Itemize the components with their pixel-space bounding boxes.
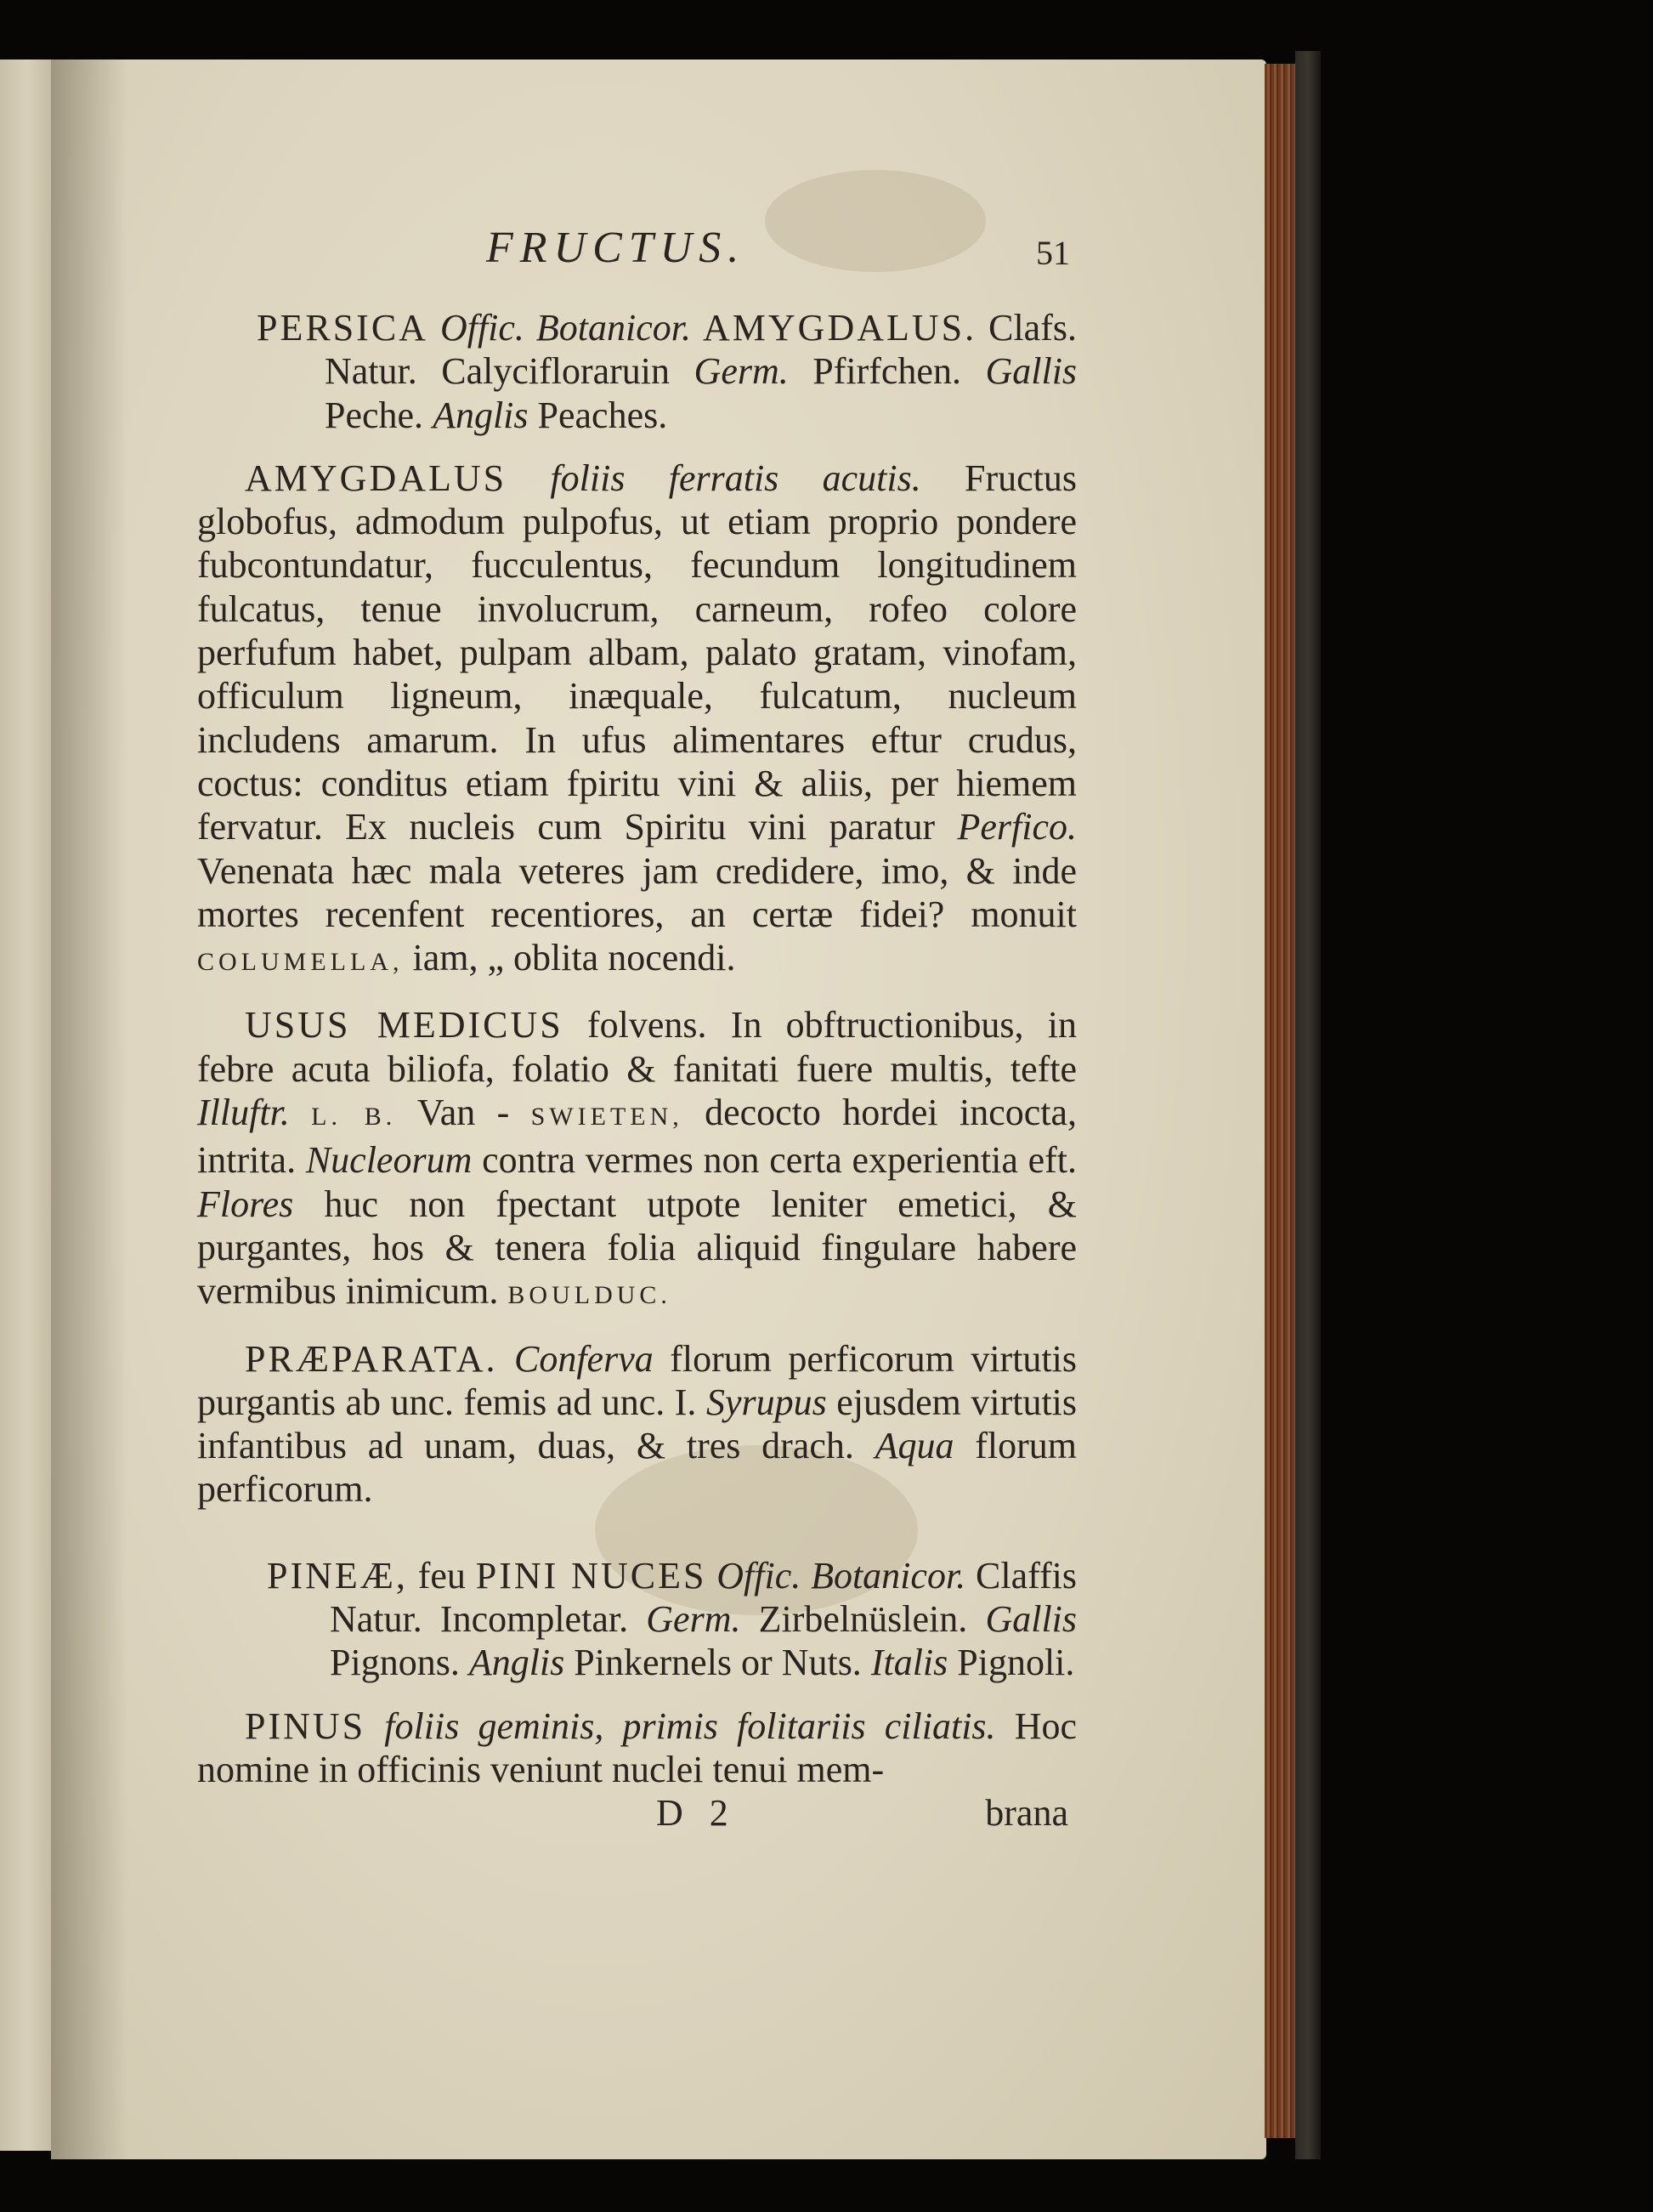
text-run: Pinkernels or Nuts. bbox=[574, 1642, 862, 1684]
signature-mark: D 2 bbox=[656, 1792, 737, 1835]
entry-head: PINI NUCES bbox=[475, 1554, 707, 1597]
italic-term: Aqua bbox=[875, 1425, 954, 1467]
text-run: contra vermes non certa experientia eft. bbox=[482, 1139, 1078, 1182]
text-run: huc non fpectant utpote leniter emetici, & purgantes, hos & tenera folia aliquid fingulare habere vermibus inimicum. bbox=[197, 1183, 1078, 1313]
italic-term: Germ. bbox=[646, 1598, 741, 1641]
text-run: feu bbox=[417, 1554, 466, 1597]
italic-term: Perfico. bbox=[957, 806, 1077, 848]
book-binding bbox=[1295, 51, 1321, 2159]
paragraph-praeparata bbox=[197, 1337, 1077, 1512]
running-head-title: FRUCTUS. bbox=[486, 224, 746, 272]
entry-pineae bbox=[197, 1554, 1077, 1685]
paragraph-head: PRÆPARATA. bbox=[245, 1337, 498, 1380]
italic-term: foliis geminis, primis folitariis ciliatis. bbox=[384, 1704, 996, 1747]
page-number: 51 bbox=[1036, 234, 1070, 272]
text-run: Peche. bbox=[325, 394, 424, 436]
small-caps: L. B. bbox=[311, 1103, 397, 1132]
text-run: Hoc nomine in officinis veniunt nuclei tenui mem- bbox=[197, 1704, 1078, 1790]
text-run: Van - bbox=[416, 1092, 510, 1134]
italic-term: Offic. Botanicor. bbox=[716, 1554, 966, 1597]
paragraph-usus-medicus bbox=[197, 1003, 1077, 1317]
page-footer bbox=[197, 1791, 1077, 1835]
text-run: Venenata hæc mala veteres jam credidere, imo, & inde mortes recenfent recentiores, an certæ fidei? monuit bbox=[197, 849, 1077, 935]
paragraph-pinus bbox=[197, 1704, 1077, 1792]
author-name: SWIETEN, bbox=[530, 1103, 683, 1132]
text-run: Pignons. bbox=[330, 1642, 460, 1684]
text-run: folvens. In obftructionibus, in febre acuta biliofa, folatio & fanitati fuere multis, tefte bbox=[197, 1004, 1078, 1090]
running-head bbox=[197, 223, 1077, 274]
entry-head: PERSICA bbox=[257, 307, 428, 349]
italic-term: Gallis bbox=[985, 350, 1078, 393]
text-run: iam, „ oblita nocendi. bbox=[412, 937, 736, 979]
author-name: COLUMELLA, bbox=[197, 948, 404, 977]
italic-term: Germ. bbox=[693, 350, 789, 393]
text-run: florum perficorum virtutis purgantis ab unc. femis ad unc. I. bbox=[197, 1337, 1077, 1423]
italic-term: Flores bbox=[197, 1183, 294, 1225]
text-run: florum perficorum. bbox=[197, 1425, 1077, 1511]
page-fore-edge bbox=[1265, 64, 1297, 2138]
italic-term: Italis bbox=[870, 1642, 948, 1684]
italic-term: Nucleorum bbox=[305, 1139, 473, 1182]
italic-term: Illuftr. bbox=[197, 1092, 290, 1134]
entry-persica bbox=[197, 306, 1077, 437]
page-gutter-shadow bbox=[51, 60, 127, 2159]
text-run: Zirbelnüslein. bbox=[758, 1598, 968, 1641]
genus-name: AMYGDALUS. bbox=[703, 307, 977, 349]
italic-term: Gallis bbox=[985, 1598, 1078, 1641]
italic-term: Syrupus bbox=[705, 1381, 827, 1423]
text-run: Peaches. bbox=[537, 394, 668, 436]
paragraph-amygdalus bbox=[197, 457, 1077, 984]
paragraph-head: PINUS bbox=[245, 1704, 366, 1747]
text-run: Clafs. Natur. Calycifloraruin bbox=[325, 307, 1077, 393]
italic-term: Conferva bbox=[513, 1337, 654, 1380]
text-run: Claffis Natur. Incompletar. bbox=[330, 1554, 1077, 1641]
text-run: ejusdem virtutis infantibus ad unam, duas, & tres drach. bbox=[197, 1381, 1078, 1467]
catchword: brana bbox=[985, 1792, 1068, 1835]
main-text bbox=[197, 306, 1077, 1835]
text-run: decocto hordei incocta, intrita. bbox=[197, 1092, 1078, 1182]
text-run: Fructus globofus, admodum pulpofus, ut etiam proprio pondere fubcontundatur, fucculentus, fecundum longitudinem fulcatus, tenue involucrum, carneum, rofeo colore perfufum habet, pulpam albam, palato gratam, vinofam, officulum ligneum, inæquale, fulcatum, nucleum includens amarum. In ufus alimentares eftur crudus, coctus: conditus etiam fpiritu vini & aliis, per hiemem fervatur. Ex nucleis cum Spiritu vini paratur bbox=[197, 457, 1077, 848]
italic-term: Offic. Botanicor. bbox=[439, 307, 692, 349]
italic-term: Anglis bbox=[433, 394, 529, 436]
italic-term: foliis ferratis acutis. bbox=[550, 457, 921, 499]
author-name: BOULDUC. bbox=[507, 1281, 671, 1310]
italic-term: Anglis bbox=[468, 1642, 565, 1684]
paragraph-head: USUS MEDICUS bbox=[245, 1004, 563, 1046]
paragraph-head: AMYGDALUS bbox=[245, 457, 507, 499]
entry-head: PINEÆ, bbox=[267, 1554, 408, 1597]
text-run: Pfirfchen. bbox=[812, 350, 961, 393]
text-run: Pignoli. bbox=[957, 1642, 1075, 1684]
